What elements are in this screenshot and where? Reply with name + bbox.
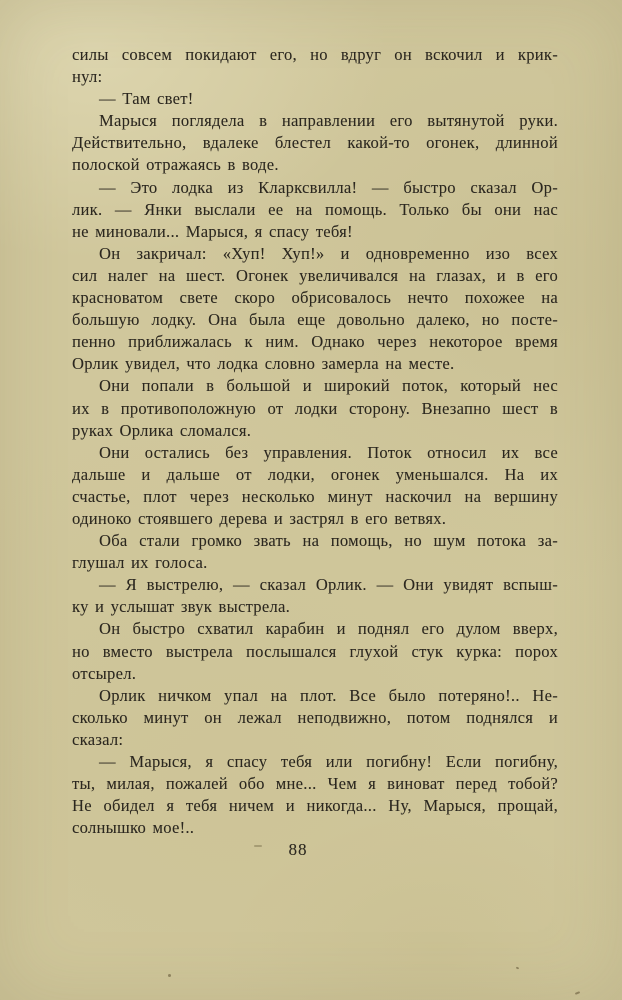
- paper-speck: [254, 845, 262, 847]
- paper-speck: [575, 991, 580, 995]
- text-line: ты, милая, пожалей обо мне... Чем я виноват перед тобой?: [72, 774, 558, 794]
- text-line: но вместо выстрела послышался глухой стук курка: порох: [72, 641, 558, 661]
- text-line: сколько минут он лежал неподвижно, потом поднялся и: [72, 707, 558, 727]
- text-line: Оба стали громко звать на помощь, но шум потока за-: [99, 531, 558, 551]
- text-line: — Там свет!: [99, 89, 194, 109]
- text-line: глушал их голоса.: [72, 553, 208, 573]
- text-line: Марыся поглядела в направлении его вытянутой руки.: [99, 111, 558, 131]
- text-line: сил налег на шест. Огонек увеличивался на глазах, и в его: [72, 265, 558, 285]
- text-line: красноватом свете скоро обрисовалось нечто похожее на: [72, 288, 558, 308]
- text-line: счастье, плот через несколько минут наскочил на вершину: [72, 486, 558, 506]
- text-line: ку и услышат звук выстрела.: [72, 597, 291, 617]
- text-line: отсырел.: [72, 663, 137, 683]
- text-line: — Я выстрелю, — сказал Орлик. — Они увидят вспыш-: [99, 575, 558, 595]
- text-line: полоской отражаясь в воде.: [72, 155, 279, 175]
- text-line: — Это лодка из Кларксвилла! — быстро сказал Ор-: [99, 177, 558, 197]
- text-line: лик. — Янки выслали ее на помощь. Только бы они нас: [72, 199, 558, 219]
- text-line: пенно приближалась к ним. Однако через некоторое время: [72, 332, 558, 352]
- text-line: солнышко мое!..: [72, 818, 195, 838]
- text-line: руках Орлика сломался.: [72, 420, 252, 440]
- text-line: силы совсем покидают его, но вдруг он вскочил и крик-: [72, 45, 558, 64]
- text-line: большую лодку. Она была еще довольно далеко, но посте-: [72, 310, 558, 330]
- paper-speck: [168, 974, 171, 977]
- paper-speck: [516, 966, 520, 969]
- text-line: Он быстро схватил карабин и поднял его дулом вверх,: [99, 619, 558, 639]
- text-line: — Марыся, я спасу тебя или погибну! Если погибну,: [99, 752, 558, 771]
- text-line: нул:: [72, 67, 103, 87]
- text-line: Действительно, вдалеке блестел какой-то огонек, длинной: [72, 133, 558, 153]
- text-lines: [72, 44, 558, 839]
- text-line: Они попали в большой и широкий поток, который нес: [99, 376, 558, 396]
- text-line: Орлик увидел, что лодка словно замерла на месте.: [72, 354, 455, 374]
- text-line: их в противоположную от лодки сторону. Внезапно шест в: [72, 398, 558, 418]
- text-line: не миновали... Марыся, я спасу тебя!: [72, 221, 353, 241]
- text-line: Он закричал: «Хуп! Хуп!» и одновременно изо всех: [99, 243, 558, 263]
- text-line: Они остались без управления. Поток относил их все: [99, 442, 558, 462]
- text-line: Орлик ничком упал на плот. Все было потеряно!.. Не-: [99, 685, 558, 705]
- page-number: 88: [288, 840, 308, 859]
- text-line: Не обидел я тебя ничем и никогда... Ну, Марыся, прощай,: [72, 796, 558, 816]
- text-line: одиноко стоявшего дерева и застрял в его ветвях.: [72, 508, 447, 528]
- text-line: дальше и дальше от лодки, огонек уменьшался. На их: [72, 464, 558, 484]
- text-line: сказал:: [72, 729, 124, 749]
